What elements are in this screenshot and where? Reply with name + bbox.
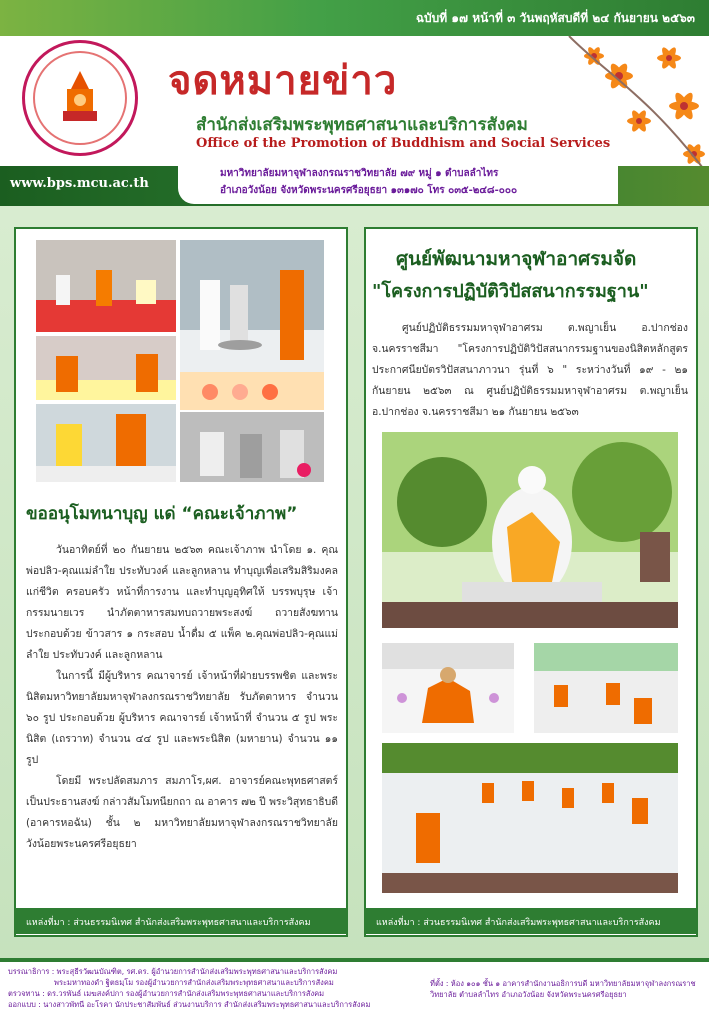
photo-monks-receiving	[180, 240, 324, 372]
left-article-body	[26, 540, 338, 855]
issue-bar	[0, 0, 709, 36]
website-link[interactable]: www.bps.mcu.ac.th	[10, 176, 149, 191]
photo-monks-seated	[36, 336, 176, 400]
address-line-1: มหาวิทยาลัยมหาจุฬาลงกรณราชวิทยาลัย ๗๙ หมู่ ๑ ตำบลลำไทร	[220, 168, 499, 179]
left-paragraph: ในการนี้ มีผู้บริหาร คณาจารย์ เจ้าหน้าที่ฝ่ายบรรพชิต และพระนิสิตมหาวิทยาลัยมหาจุฬาลงกรณราชวิทยาลัย รับภัตตาหาร จำนวน ๖๐ รูป ประกอบด้วย ผู้บริหาร คณาจารย์ เจ้าหน้าที่ จำนวน ๕ รูป พระนิสิต (เถรวาท) จำนวน ๔๔ รูป และพระนิสิต (มหายาน) จำนวน ๑๑ รูป	[26, 670, 338, 766]
photo-buddha-statue	[382, 432, 678, 628]
photo-group-meditation	[534, 643, 678, 733]
right-paragraph: ศูนย์ปฏิบัติธรรมมหาจุฬาอาศรม ต.พญาเย็น อ.ปากช่อง จ.นครราชสีมา "โครงการปฏิบัติวิปัสสนากรรมฐานของนิสิตหลักสูตรประกาศนียบัตรวิปัสสนาภาวนา รุ่นที่ ๖ " ระหว่างวันที่ ๑๙ - ๒๑ กันยายน ๒๕๖๓ ณ ศูนย์ปฏิบัติธรรมมหาจุฬาอาศรม ต.พญาเย็น อ.ปากช่อง จ.นครราชสีมา ๒๑ กันยายน ๒๕๖๓	[372, 322, 688, 418]
right-source-bar: แหล่งที่มา : ส่วนธรรมนิเทศ สำนักส่งเสริมพระพุทธศาสนาและบริการสังคม	[366, 908, 696, 934]
logo-seal	[22, 40, 138, 156]
address-line-2: อำเภอวังน้อย จังหวัดพระนครศรีอยุธยา ๑๓๑๗๐ โทร ๐๓๕-๒๔๘-๐๐๐	[220, 185, 518, 196]
credit-row: พระมหาทองดำ ฐิตธมฺโม รองผู้อำนวยการสำนักส่งเสริมพระพุทธศาสนาและบริการสังคม	[54, 978, 334, 987]
newsletter-title: จดหมายข่าว	[168, 57, 398, 104]
footer-contact: ที่ตั้ง : ห้อง ๑๐๑ ชั้น ๑ อาคารสำนักงานอธิการบดี มหาวิทยาลัยมหาจุฬาลงกรณราชวิทยาลัย ตำบลลำไทร อำเภอวังน้อย จังหวัดพระนครศรีอยุธยา	[430, 979, 696, 999]
org-name-th: สำนักส่งเสริมพระพุทธศาสนาและบริการสังคม	[196, 115, 528, 135]
photo-food-offerings	[180, 372, 324, 410]
photo-donors-seated	[180, 412, 324, 482]
credit-row: ตรวจทาน : ดร.วรพันธ์ เมฆสงค์ปกา รองผู้อำนวยการสำนักส่งเสริมพระพุทธศาสนาและบริการสังคม	[8, 989, 325, 998]
footer-divider	[0, 958, 709, 962]
right-article-heading: ศูนย์พัฒนามหาจุฬาอาศรมจัด	[396, 248, 637, 270]
left-source-bar: แหล่งที่มา : ส่วนธรรมนิเทศ สำนักส่งเสริมพระพุทธศาสนาและบริการสังคม	[16, 908, 346, 934]
issue-info: ฉบับที่ ๑๗ หน้าที่ ๓ วันพฤหัสบดีที่ ๒๔ กันยายน ๒๕๖๓	[415, 11, 695, 25]
credit-row: บรรณาธิการ : พระสุธีรวัฒนบัณฑิต, รศ.ดร. ผู้อำนวยการสำนักส่งเสริมพระพุทธศาสนาและบริการสังคม	[8, 967, 338, 976]
left-paragraph: โดยมี พระปลัดสมภาร สมภาโร,ผศ. อาจารย์คณะพุทธศาสตร์ เป็นประธานสงฆ์ กล่าวสัมโมทนียกถา ณ อาคาร ๗๒ ปี พระวิสุทธาธิบดี (อาคารหอฉัน) ชั้น ๒ มหาวิทยาลัยมหาจุฬาลงกรณราชวิทยาลัย วังน้อยพระนครศรีอยุธยา	[26, 775, 338, 850]
right-article-body	[372, 318, 688, 423]
masthead	[0, 36, 709, 206]
right-article-subheading: "โครงการปฏิบัติวิปัสสนากรรมฐาน"	[372, 281, 649, 302]
photo-meditation-hall	[382, 743, 678, 893]
org-name-en: Office of the Promotion of Buddhism and Social Services	[196, 136, 611, 151]
left-paragraph: วันอาทิตย์ที่ ๒๐ กันยายน ๒๕๖๓ คณะเจ้าภาพ นำโดย ๑. คุณพ่อปลิว-คุณแม่ลำใย ประทับวงค์ และลูกหลาน ทำบุญเพื่อเสริมสิริมงคลแก่ชีวิต ครอบครัว หน้าที่การงาน และทำบุญอุทิศให้ บรรพบุรุษ เจ้ากรรมนายเวร นำภัตตาหารสมทบถวายพระสงฆ์ ถวายสังฆทาน ประกอบด้วย ข้าวสาร ๑ กระสอบ น้ำดื่ม ๕ แพ็ค ๒.คุณพ่อปลิว-คุณแม่ลำใย ประทับวงค์ และลูกหลาน	[26, 544, 338, 661]
credit-row: ออกแบบ : นางสาวพัทนี อะโรคา นักประชาสัมพันธ์ ส่วนงานบริการ สำนักส่งเสริมพระพุทธศาสนาและบริการสังคม	[8, 1000, 371, 1009]
footer-credits	[8, 966, 408, 1010]
photo-offering-items	[36, 404, 176, 482]
photo-food-line	[36, 240, 176, 332]
left-article-heading: ขออนุโมทนาบุญ แด่ “คณะเจ้าภาพ”	[26, 504, 298, 524]
photo-meditating-monk	[382, 643, 514, 733]
